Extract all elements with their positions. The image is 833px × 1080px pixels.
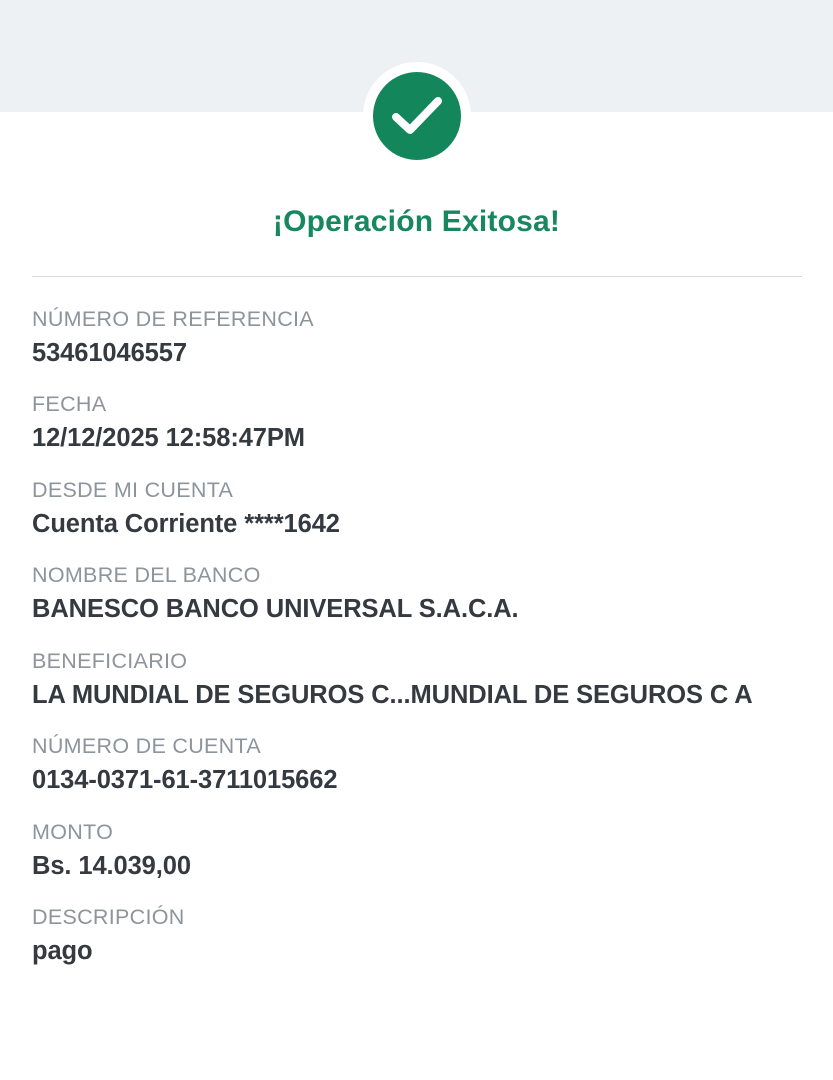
field-value: 12/12/2025 12:58:47PM <box>32 424 305 453</box>
field-label: NÚMERO DE REFERENCIA <box>32 307 314 331</box>
field-reference-number <box>32 305 812 370</box>
field-value: pago <box>32 937 93 966</box>
transaction-details <box>32 305 812 989</box>
page-title: ¡Operación Exitosa! <box>272 205 561 238</box>
field-label: NÚMERO DE CUENTA <box>32 734 261 759</box>
field-label: FECHA <box>32 392 107 417</box>
field-beneficiary <box>32 647 812 712</box>
field-label: BENEFICIARIO <box>32 648 188 673</box>
field-description <box>32 903 812 968</box>
field-label: MONTO <box>32 819 114 844</box>
field-bank-name <box>32 561 812 626</box>
success-badge <box>363 62 471 170</box>
field-label: DESDE MI CUENTA <box>32 477 234 502</box>
field-date <box>32 390 812 455</box>
field-value: Bs. 14.039,00 <box>32 851 191 880</box>
field-value: 0134-0371-61-3711015662 <box>32 766 338 795</box>
field-label: DESCRIPCIÓN <box>32 905 185 930</box>
check-circle-icon <box>373 72 461 160</box>
field-amount <box>32 818 812 883</box>
divider <box>32 276 802 277</box>
field-account-number <box>32 732 812 797</box>
field-value: 53461046557 <box>32 339 187 368</box>
field-value: Cuenta Corriente ****1642 <box>32 509 340 538</box>
field-value: BANESCO BANCO UNIVERSAL S.A.C.A. <box>32 595 519 624</box>
field-source-account <box>32 476 812 541</box>
field-value: LA MUNDIAL DE SEGUROS C...MUNDIAL DE SEGUROS C A <box>32 680 753 709</box>
field-label: NOMBRE DEL BANCO <box>32 563 261 588</box>
